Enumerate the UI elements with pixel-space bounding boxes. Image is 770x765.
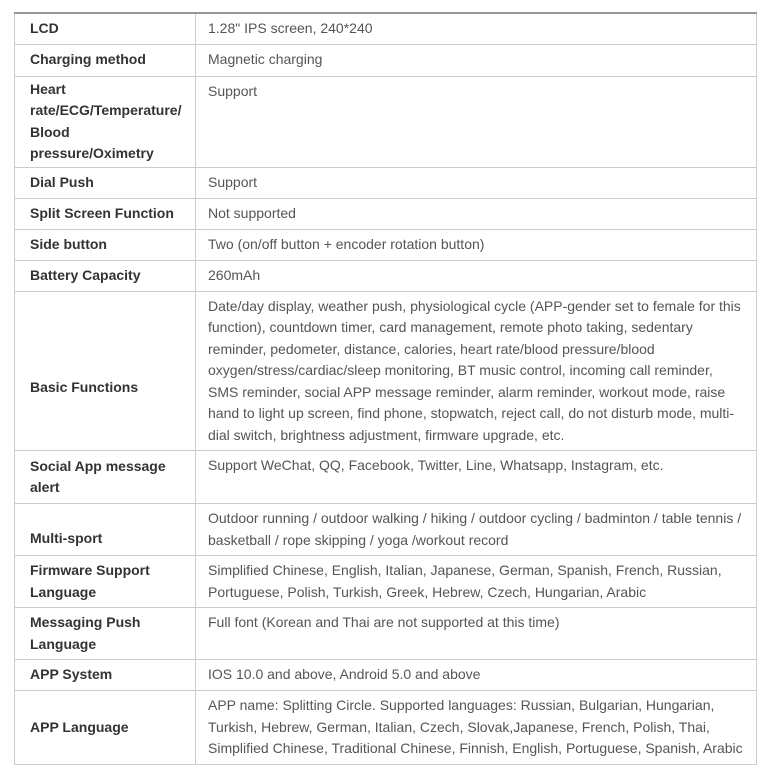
spec-value: Two (on/off button + encoder rotation button)	[196, 229, 757, 260]
spec-label: Messaging Push Language	[15, 608, 196, 660]
spec-label: Battery Capacity	[15, 260, 196, 291]
spec-value: IOS 10.0 and above, Android 5.0 and above	[196, 660, 757, 691]
spec-table	[14, 12, 757, 765]
spec-row-battery-capacity	[15, 260, 757, 291]
spec-value: APP name: Splitting Circle. Supported languages: Russian, Bulgarian, Hungarian, Turkish, Hebrew, German, Italian, Czech, Slovak,Japanese, French, Polish, Thai, Simplified Chinese, Traditional Chinese, Finnish, English, Portuguese, Spanish, Arabic	[196, 691, 757, 765]
spec-value: Outdoor running / outdoor walking / hiking / outdoor cycling / badminton / table tennis / basketball / rope skipping / yoga /workout record	[196, 504, 757, 556]
spec-row-dial-push	[15, 167, 757, 198]
spec-value: Full font (Korean and Thai are not supported at this time)	[196, 608, 757, 660]
spec-label: Firmware Support Language	[15, 556, 196, 608]
spec-value: 260mAh	[196, 260, 757, 291]
spec-value: Support	[196, 167, 757, 198]
spec-row-app-language	[15, 691, 757, 765]
spec-value: Simplified Chinese, English, Italian, Japanese, German, Spanish, French, Russian, Portuguese, Polish, Turkish, Greek, Hebrew, Czech, Hungarian, Arabic	[196, 556, 757, 608]
spec-label: APP Language	[15, 691, 196, 765]
spec-value: Not supported	[196, 198, 757, 229]
spec-label: Charging method	[15, 44, 196, 76]
spec-value: Support WeChat, QQ, Facebook, Twitter, Line, Whatsapp, Instagram, etc.	[196, 451, 757, 504]
spec-label: Split Screen Function	[15, 198, 196, 229]
spec-label: APP System	[15, 660, 196, 691]
spec-row-app-system	[15, 660, 757, 691]
spec-label: LCD	[15, 13, 196, 44]
spec-label: Basic Functions	[15, 291, 196, 451]
spec-row-social-app-alert	[15, 451, 757, 504]
spec-row-heart-sensors	[15, 76, 757, 167]
spec-value: Date/day display, weather push, physiological cycle (APP-gender set to female for this function), countdown timer, card management, remote photo taking, sedentary reminder, pedometer, distance, calories, heart rate/blood pressure/blood oxygen/stress/cardiac/sleep monitoring, BT music control, incoming call reminder, SMS reminder, social APP message reminder, alarm reminder, workout mode, raise hand to light up screen, find phone, stopwatch, reject call, do not disturb mode, multi-dial switch, brightness adjustment, firmware upgrade, etc.	[196, 291, 757, 451]
spec-label: Multi-sport	[15, 504, 196, 556]
spec-value: 1.28" IPS screen, 240*240	[196, 13, 757, 44]
spec-label: Social App message alert	[15, 451, 196, 504]
spec-row-side-button	[15, 229, 757, 260]
spec-row-messaging-push-language	[15, 608, 757, 660]
spec-row-multi-sport	[15, 504, 757, 556]
spec-row-charging-method	[15, 44, 757, 76]
spec-row-basic-functions	[15, 291, 757, 451]
spec-value: Support	[196, 76, 757, 167]
spec-label: Side button	[15, 229, 196, 260]
spec-label: Dial Push	[15, 167, 196, 198]
spec-value: Magnetic charging	[196, 44, 757, 76]
spec-row-split-screen	[15, 198, 757, 229]
spec-label: Heart rate/ECG/Temperature/Blood pressure/Oximetry	[15, 76, 196, 167]
spec-row-lcd	[15, 13, 757, 44]
spec-row-firmware-language	[15, 556, 757, 608]
